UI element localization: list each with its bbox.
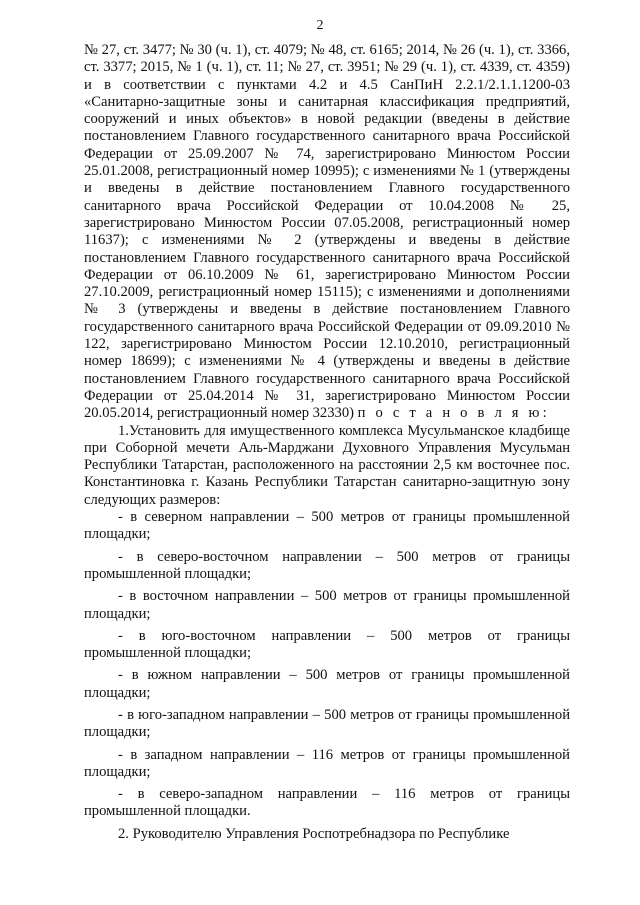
page-number: 2 — [316, 18, 324, 33]
decree-word: п о с т а н о в л я ю: — [357, 405, 550, 422]
zone-item-east: - в восточном направлении – 500 метров от границы промышленной площадки; — [84, 588, 570, 622]
document-body — [84, 42, 570, 843]
clause-2: 2. Руководителю Управления Роспотребнадзора по Республике — [118, 825, 510, 842]
zone-item-southwest: - в юго-западном направлении – 500 метров от границы промышленной площадки; — [84, 706, 570, 741]
clause-1: 1.Установить для имущественного комплекса Мусульманское кладбище при Соборной мечети Аль-Марджани Духовного Управления Мусульман Республики Татарстан, расположенного на расстоянии 2,5 км восточнее пос. Константиновка г. Казань Республики Татарстан санитарно-защитную зону следующих размеров: — [84, 422, 570, 508]
zone-item-northwest: - в северо-западном направлении – 116 метров от границы промышленной площадки. — [84, 786, 570, 820]
intro-paragraph — [84, 42, 570, 423]
zone-item-southeast: - в юго-восточном направлении – 500 метров от границы промышленной площадки; — [84, 627, 570, 662]
zone-item-west: - в западном направлении – 116 метров от границы промышленной площадки; — [84, 746, 570, 780]
zone-item-south: - в южном направлении – 500 метров от границы промышленной площадки; — [84, 667, 570, 701]
zone-item-northeast: - в северо-восточном направлении – 500 метров от границы промышленной площадки; — [84, 548, 570, 582]
zone-list — [84, 509, 570, 821]
intro-text: № 27, ст. 3477; № 30 (ч. 1), ст. 4079; № 48, ст. 6165; 2014, № 26 (ч. 1), ст. 3366, ст. 3377; 2015, № 1 (ч. 1), ст. 11; № 27, ст. 3951; № 29 (ч. 1), ст. 4339, ст. 4359) и в соответствии с пунктами 4.2 и 4.5 СанПиН 2.2.1/2.1.1.1200-03 «Санитарно-защитные зоны и санитарная классификация предприятий, сооружений и иных объектов» в новой редакции (введены в действие постановлением Главного государственного санитарного врача Российской Федерации от 25.09.2007 № 74, зарегистрировано Минюстом России 25.01.2008, регистрационный номер 10995); с изменениями № 1 (утверждены и введены в действие постановлением Главного государственного санитарного врача Российской Федерации от 10.04.2008 № 25, зарегистрировано Минюстом России 07.05.2008, регистрационный номер 11637); с изменениями № 2 (утверждены и введены в действие постановлением Главного государственного санитарного врача Российской Федерации от 06.10.2009 № 61, зарегистрировано Минюстом России 27.10.2009, регистрационный номер 15115); с изменениями и дополнениями № 3 (утверждены и введены в действие постановлением Главного государственного санитарного врача Российской Федерации от 09.09.2010 № 122, зарегистрировано Минюстом России 12.10.2010, регистрационный номер 18699); с изменениями № 4 (утверждены и введены в действие постановлением Главного государственного санитарного врача Российской Федерации от 25.04.2014 № 31, зарегистрировано Минюстом России 20.05.2014, регистрационный номер 32330) — [84, 42, 570, 422]
zone-item-north: - в северном направлении – 500 метров от границы промышленной площадки; — [84, 509, 570, 543]
